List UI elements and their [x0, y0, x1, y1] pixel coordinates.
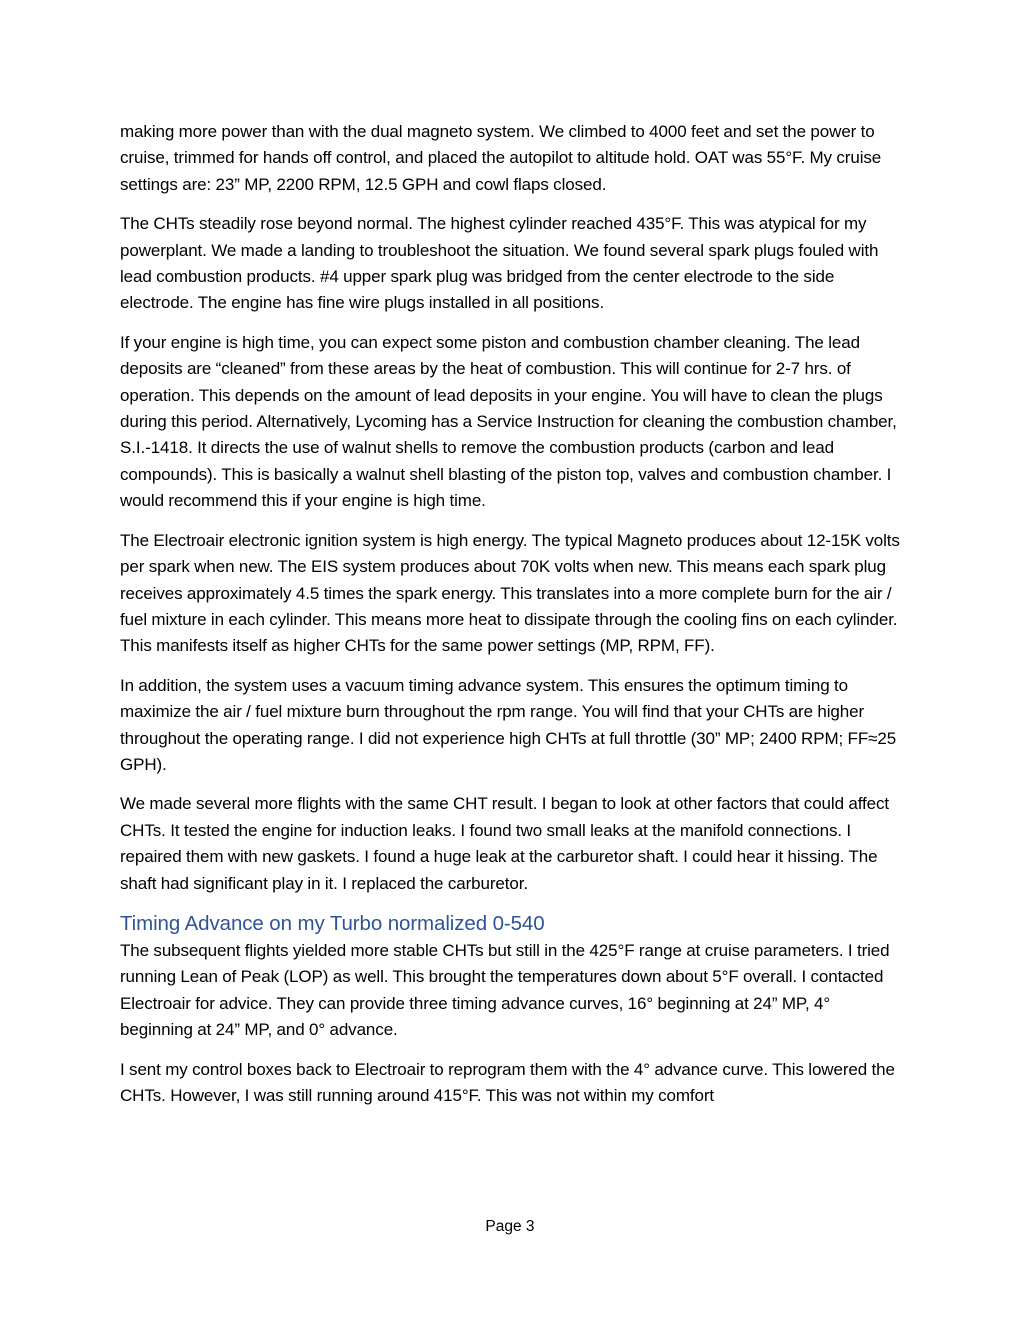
paragraph-high-time-engine: If your engine is high time, you can expect some piston and combustion chamber cleaning. The lead deposits are “cleaned” from these areas by the heat of combustion. This will continue for 2-7 hrs. of operation. This depends on the amount of lead deposits in your engine. You will have to clean the plugs during this period. Alternatively, Lycoming has a Service Instruction for cleaning the combustion chamber, S.I.-1418. It directs the use of walnut shells to remove the combustion products (carbon and lead compounds). This is basically a walnut shell blasting of the piston top, valves and combustion chamber. I would recommend this if your engine is high time. [120, 332, 897, 511]
paragraph-cht-rise: The CHTs steadily rose beyond normal. The highest cylinder reached 435°F. This was atypical for my powerplant. We made a landing to troubleshoot the situation. We found several spark plugs fouled with lead combustion products. #4 upper spark plug was bridged from the center electrode to the side electrode. The engine has fine wire plugs installed in all positions. [120, 214, 879, 313]
paragraph-subsequent-flights: The subsequent flights yielded more stable CHTs but still in the 425°F range at cruise parameters. I tried running Lean of Peak (LOP) as well. This brought the temperatures down about 5°F overall. I contacted Electroair for advice. They can provide three timing advance curves, 16° beginning at 24” MP, 4° beginning at 24” MP, and 0° advance. [120, 940, 890, 1040]
paragraph-reprogram-boxes: I sent my control boxes back to Electroair to reprogram them with the 4° advance curve. This lowered the CHTs. However, I was still running around 415°F. This was not within my comfort [120, 1059, 895, 1105]
section-heading: Timing Advance on my Turbo normalized 0-540 [120, 911, 545, 935]
paragraph-ignition-energy: The Electroair electronic ignition system is high energy. The typical Magneto produces about 12-15K volts per spark when new. The EIS system produces about 70K volts when new. This means each spark plug receives approximately 4.5 times the spark energy. This translates into a more complete burn for the air / fuel mixture in each cylinder. This means more heat to dissipate through the cooling fins on each cylinder. This manifests itself as higher CHTs for the same power settings (MP, RPM, FF). [120, 530, 900, 656]
document-page [120, 119, 900, 1122]
page-number-footer: Page 3 [485, 1218, 535, 1235]
paragraph-magneto-power: making more power than with the dual magneto system. We climbed to 4000 feet and set the power to cruise, trimmed for hands off control, and placed the autopilot to altitude hold. OAT was 55°F. My cruise settings are: 23” MP, 2200 RPM, 12.5 GPH and cowl flaps closed. [120, 122, 882, 194]
paragraph-timing-advance-system: In addition, the system uses a vacuum timing advance system. This ensures the optimum timing to maximize the air / fuel mixture burn throughout the rpm range. You will find that your CHTs are higher throughout the operating range. I did not experience high CHTs at full throttle (30” MP; 2400 RPM; FF≈25 GPH). [120, 675, 897, 774]
paragraph-induction-leaks: We made several more flights with the same CHT result. I began to look at other factors that could affect CHTs. It tested the engine for induction leaks. I found two small leaks at the manifold connections. I repaired them with new gaskets. I found a huge leak at the carburetor shaft. I could hear it hissing. The shaft had significant play in it. I replaced the carburetor. [120, 794, 890, 893]
